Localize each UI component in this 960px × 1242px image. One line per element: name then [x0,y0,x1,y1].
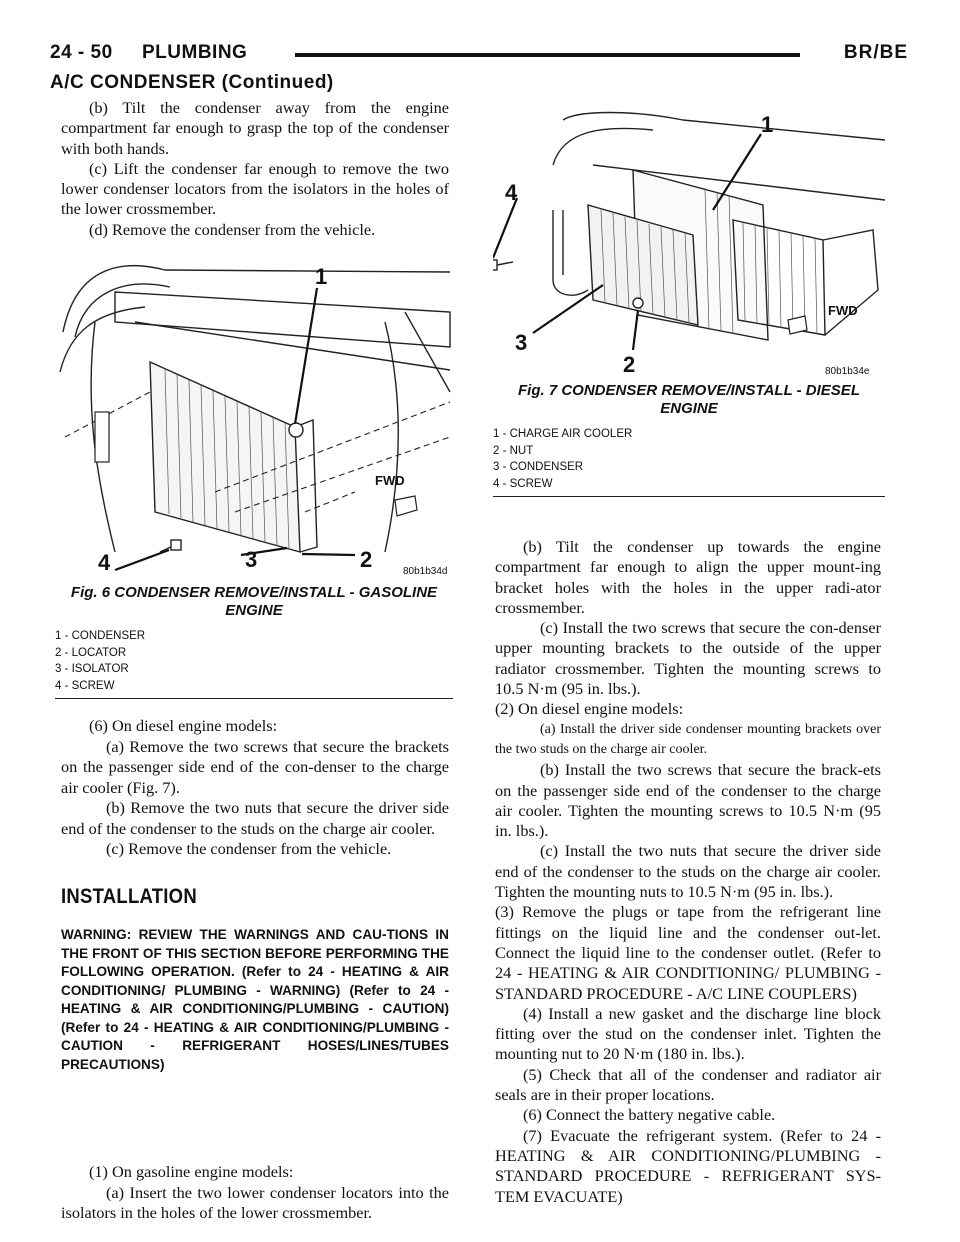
figure-6-legend [55,628,453,698]
legend-item: 3 - CONDENSER [493,461,584,473]
legend-item: 3 - ISOLATOR [55,663,129,675]
paragraph: (a) Install the driver side condenser mounting brackets over the two studs on the charge air cooler. [495,721,881,757]
paragraph: (b) Install the two screws that secure the brack-ets on the passenger side end of the condenser to the charge air cooler. Tighten the mounting screws to 10.5 N·m (95 in. lbs.). [495,760,881,841]
legend-item: 4 - SCREW [493,477,553,490]
legend-item: 1 - CONDENSER [55,630,146,642]
fwd-arrow-icon [395,496,417,516]
paragraph: (1) On gasoline engine models: [89,1162,294,1181]
paragraph: (b) Remove the two nuts that secure the driver side end of the condenser to the studs on the charge air cooler. [61,798,449,838]
callout-1: 1 [761,112,774,137]
paragraph: (c) Install the two nuts that secure the driver side end of the condenser to the studs on the charge air cooler. Tighten the mounting nuts to 10.5 N·m (95 in. lbs.). [495,841,881,902]
paragraph: (4) Install a new gasket and the discharge line block fitting over the stud on the condenser inlet. Tighten the mounting nut to 20 N·m (180 in. lbs.). [495,1003,881,1064]
callout-3: 3 [515,330,528,355]
figure-7-illustration [493,110,885,380]
paragraph: (7) Evacuate the refrigerant system. (Refer to 24 - HEATING & AIR CONDITIONING/PLUMBING - STANDARD PROCEDURE - REFRIGERANT SYS-TEM EVACUATE) [495,1125,881,1206]
paragraph: (5) Check that all of the condenser and radiator air seals are in their proper locations. [495,1064,881,1105]
legend-item: 2 - NUT [493,444,534,457]
figure-code: 80b1b34e [825,366,870,377]
paragraph: (d) Remove the condenser from the vehicle. [89,219,376,239]
installation-heading: INSTALLATION [61,885,197,908]
legend-item: 4 - SCREW [55,679,115,692]
figure-6-illustration [55,252,453,582]
callout-4: 4 [98,550,111,575]
paragraph: (3) Remove the plugs or tape from the refrigerant line fittings on the liquid line and the condenser out-let. Connect the liquid line to the condenser outlet. (Refer to 24 - HEATING & AIR CONDITIONING/ PLUMBING - STANDARD PROCEDURE - A/C LINE COUPLERS) [495,902,881,1003]
figure-6 [55,252,453,699]
warning-text: WARNING: REVIEW THE WARNINGS AND CAU-TIONS IN THE FRONT OF THIS SECTION BEFORE PERFORMING THE FOLLOWING OPERATION. (Refer to 24 - HEATING & AIR CONDITIONING/ PLUMBING - WARNING) (Refer to 24 - HEATING & AIR CONDITIONING/PLUMBING - CAUTION)(Refer to 24 - HEATING & AIR CONDITIONING/PLUMBING - CAUTION - REFRIGERANT HOSES/LINES/TUBES PRECAUTIONS) [61,927,449,1072]
page-subtitle: A/C CONDENSER (Continued) [50,72,334,93]
header-rule [295,53,800,57]
installation-steps-continued [495,537,881,1207]
figure-7-caption: Fig. 7 CONDENSER REMOVE/INSTALL - DIESEL ENGINE [518,382,860,417]
figure-6-caption: Fig. 6 CONDENSER REMOVE/INSTALL - GASOLINE ENGINE [70,584,438,619]
removal-steps-gasoline [61,98,449,240]
paragraph: (c) Install the two screws that secure the con-denser upper mounting brackets to the outside of the upper radiator crossmember. Tighten the mounting screws to 10.5 N·m (95 in. lbs.). [495,618,881,699]
paragraph: (b) Tilt the condenser up towards the engine compartment far enough to align the upper mount-ing bracket holes with the holes in the upper radi-ator crossmember. [495,537,881,617]
legend-item: 2 - LOCATOR [55,646,127,659]
callout-4: 4 [505,180,518,205]
paragraph: (b) Tilt the condenser away from the engine compartment far enough to grasp the top of the condenser with both hands. [61,98,449,158]
paragraph: (6) Connect the battery negative cable. [523,1105,776,1125]
removal-steps-diesel [61,716,449,860]
figure-7-legend [493,426,885,496]
paragraph: (a) Remove the two screws that secure the brackets on the passenger side end of the con-denser to the charge air cooler (Fig. 7). [61,736,449,797]
paragraph: (a) Insert the two lower condenser locators into the isolators in the holes of the lower crossmember. [61,1182,449,1222]
installation-steps-gasoline [61,1162,449,1224]
figure-code: 80b1b34d [403,566,448,577]
callout-2: 2 [360,547,373,572]
callout-2: 2 [623,352,636,377]
legend-item: 1 - CHARGE AIR COOLER [493,428,633,440]
paragraph: (c) Lift the condenser far enough to remove the two lower condenser locators from the isolators in the holes of the lower crossmember. [61,158,449,219]
fwd-label: FWD [828,303,858,318]
page-number: 24 - 50 [50,42,113,63]
figure-7 [493,110,885,497]
callout-3: 3 [245,547,258,572]
model-code: BR/BE [843,42,908,63]
fwd-label: FWD [375,473,405,488]
callout-1: 1 [315,264,328,289]
paragraph: (6) On diesel engine models: [89,716,278,735]
page-header [50,42,908,76]
paragraph: (c) Remove the condenser from the vehicle. [106,839,392,858]
paragraph: (2) On diesel engine models: [495,699,684,719]
section-title: PLUMBING [142,42,248,63]
